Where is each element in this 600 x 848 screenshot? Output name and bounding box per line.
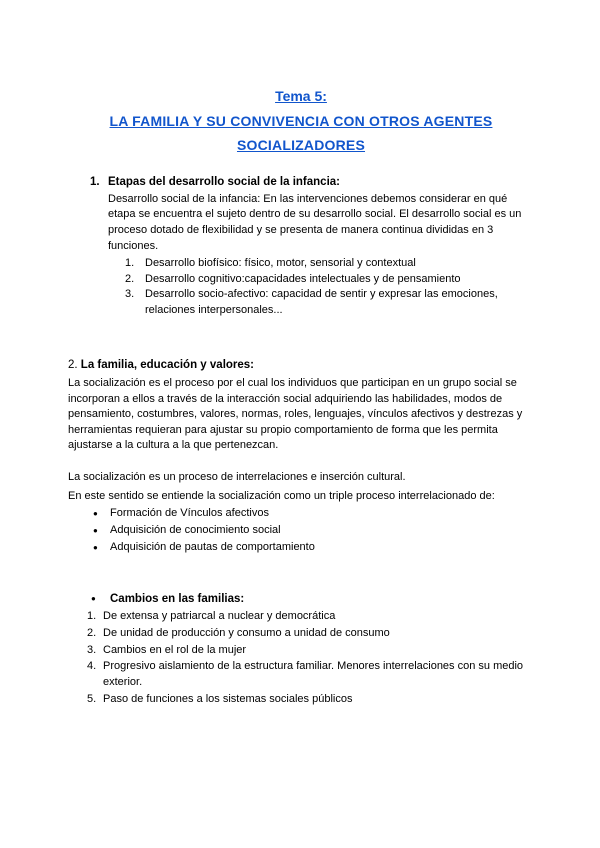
section-1 bbox=[68, 174, 534, 319]
section-2-heading-text: La familia, educación y valores: bbox=[80, 358, 255, 371]
list-item-number: 1. bbox=[125, 257, 135, 270]
list-item-number: 2. bbox=[125, 272, 135, 285]
list-item-text: Desarrollo biofísico: físico, motor, sensorial y contextual bbox=[145, 257, 416, 270]
list-item-number: 3. bbox=[125, 288, 135, 301]
list-item-number: 2. bbox=[87, 627, 97, 640]
list-item bbox=[68, 272, 534, 288]
section-1-list bbox=[68, 256, 534, 318]
document-title bbox=[68, 84, 534, 158]
list-item bbox=[68, 692, 534, 708]
section-2-paragraph-1: La socialización es el proceso por el cual los individuos que participan en un grupo social se incorporan a ellos a través de la interacción social adquiriendo las habilidades, modos de pensamiento, costumbres, valores, normas, roles, lenguajes, vínculos afectivos y destrezas y herramientas requieran para ajustar su propio comportamiento de forma que les permita ajustarse a la cultura a la que pertenezcan. bbox=[68, 377, 523, 452]
changes-section bbox=[68, 591, 534, 707]
bullet-item-text: Formación de Vínculos afectivos bbox=[110, 507, 269, 520]
bullet-item-text: Adquisición de conocimiento social bbox=[110, 523, 281, 536]
list-item-text: De extensa y patriarcal a nuclear y democrática bbox=[103, 610, 336, 623]
section-2-paragraph-3: En este sentido se entiende la socialización como un triple proceso interrelacionado de: bbox=[68, 489, 495, 502]
list-item-number: 1. bbox=[87, 610, 97, 623]
list-item-number: 4. bbox=[87, 660, 97, 673]
list-item-number: 3. bbox=[87, 643, 97, 656]
list-item-number: 5. bbox=[87, 692, 97, 705]
bullet-icon: ● bbox=[93, 525, 98, 535]
bullet-item-text: Adquisición de pautas de comportamiento bbox=[110, 540, 315, 553]
changes-heading-text: Cambios en las familias: bbox=[110, 593, 245, 606]
bullet-icon: ● bbox=[91, 594, 96, 604]
section-2-number: 2. bbox=[68, 358, 78, 371]
section-2-paragraph-2: La socialización es un proceso de interrelaciones e inserción cultural. bbox=[68, 471, 406, 484]
title-line-2: LA FAMILIA Y SU CONVIVENCIA CON OTROS AGENTES SOCIALIZADORES bbox=[109, 112, 493, 153]
section-1-heading bbox=[68, 174, 534, 190]
section-1-paragraph: Desarrollo social de la infancia: En las intervenciones debemos considerar en qué etapa se encuentra el sujeto dentro de su desarrollo social. El desarrollo social es un proceso dotado de flexibilidad y se presenta de manera continua divididas en 3 funciones. bbox=[108, 192, 522, 252]
bullet-icon: ● bbox=[93, 542, 98, 552]
bullet-item bbox=[68, 506, 534, 522]
section-1-heading-text: Etapas del desarrollo social de la infancia: bbox=[108, 175, 340, 188]
bullet-icon: ● bbox=[93, 509, 98, 519]
bullet-item bbox=[68, 523, 534, 539]
section-2-bullet-list bbox=[68, 506, 534, 555]
list-item bbox=[68, 643, 534, 659]
section-1-number: 1. bbox=[90, 175, 100, 188]
list-item-text: Desarrollo cognitivo:capacidades intelectuales y de pensamiento bbox=[145, 272, 461, 285]
bullet-item bbox=[68, 540, 534, 556]
list-item bbox=[68, 609, 534, 625]
list-item-text: Desarrollo socio-afectivo: capacidad de sentir y expresar las emociones, relaciones interpersonales... bbox=[145, 288, 498, 317]
list-item-text: De unidad de producción y consumo a unidad de consumo bbox=[103, 627, 390, 640]
list-item-text: Cambios en el rol de la mujer bbox=[103, 643, 247, 656]
changes-heading bbox=[68, 591, 534, 607]
list-item bbox=[68, 287, 534, 318]
list-item-text: Paso de funciones a los sistemas sociales públicos bbox=[103, 692, 353, 705]
list-item bbox=[68, 659, 534, 690]
title-line-1: Tema 5: bbox=[275, 88, 327, 104]
list-item bbox=[68, 626, 534, 642]
list-item bbox=[68, 256, 534, 272]
section-2-heading bbox=[68, 357, 534, 373]
section-2 bbox=[68, 357, 534, 555]
list-item-text: Progresivo aislamiento de la estructura familiar. Menores interrelaciones con su medio exterior. bbox=[103, 660, 524, 688]
changes-list bbox=[68, 609, 534, 707]
